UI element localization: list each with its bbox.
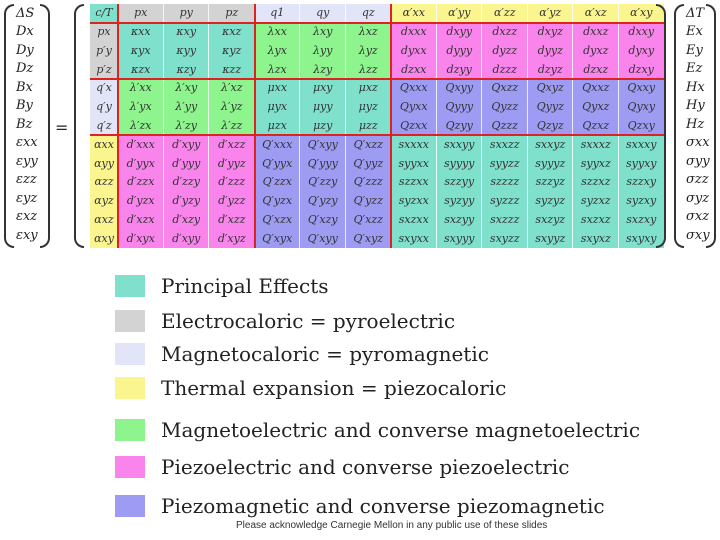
- matrix-cell: szzyz: [535, 175, 565, 189]
- matrix-cell: d′yyy: [172, 156, 201, 170]
- matrix-cell: Qxxx: [399, 81, 428, 95]
- matrix-cell: Q′xzy: [307, 212, 338, 226]
- lhs-left-paren: [4, 4, 14, 248]
- matrix-cell: αxy: [94, 231, 114, 245]
- matrix-cell: sxyxz: [580, 231, 611, 245]
- matrix-cell: αyy: [94, 156, 114, 170]
- matrix-cell: λzy: [313, 62, 333, 76]
- legend-swatch: [115, 495, 145, 517]
- matrix-cell: dzzz: [492, 62, 517, 76]
- matrix-cell: sxxyy: [444, 137, 475, 151]
- legend-swatch: [115, 456, 145, 478]
- matrix-cell: q′y: [96, 100, 112, 114]
- matrix-cell: μyz: [358, 100, 378, 114]
- lhs-entry: Bz: [16, 116, 33, 132]
- equals-sign: =: [55, 118, 69, 137]
- matrix-cell: qz: [361, 6, 375, 20]
- matrix-cell: sxzxy: [626, 212, 657, 226]
- matrix-cell: d′xzz: [218, 137, 246, 151]
- matrix-cell: d′xyy: [172, 137, 201, 151]
- block-divider-vertical: [390, 4, 392, 248]
- legend-label: Thermal expansion = piezocaloric: [161, 376, 507, 400]
- rhs-entry: σxz: [686, 209, 710, 225]
- matrix-cell: dxzz: [492, 25, 518, 39]
- matrix-cell: κzx: [131, 62, 151, 76]
- legend-item: [115, 309, 456, 333]
- matrix-cell: Qzxz: [582, 119, 610, 132]
- matrix-right-paren: [656, 4, 666, 248]
- matrix-cell: szzxy: [626, 175, 657, 189]
- matrix-cell: κxy: [176, 25, 197, 39]
- matrix-cell: d′xzy: [172, 212, 201, 226]
- matrix-cell: sxxzz: [489, 137, 520, 151]
- matrix-cell: d′yyz: [217, 156, 246, 170]
- matrix-cell: dzxx: [401, 62, 427, 76]
- matrix-cell: dyzz: [492, 43, 518, 57]
- matrix-cell: Q′xyz: [353, 231, 384, 245]
- matrix-cell: syyxz: [580, 156, 611, 170]
- matrix-cell: dxxz: [583, 25, 609, 39]
- matrix-cell: dxxx: [400, 25, 427, 39]
- lhs-entry: Dy: [16, 42, 34, 58]
- matrix-cell: Qzyy: [445, 119, 473, 132]
- lhs-entry: εxz: [16, 209, 38, 225]
- matrix-cell: Qxxz: [582, 81, 610, 95]
- matrix-cell: syzyz: [535, 194, 566, 208]
- lhs-entry: εxx: [16, 135, 38, 151]
- rhs-entry: Hx: [686, 79, 705, 95]
- matrix-cell: κyy: [176, 43, 197, 57]
- matrix-cell: Qzxy: [627, 119, 655, 132]
- rhs-entry: Ez: [686, 61, 703, 77]
- matrix-cell: syyxx: [398, 156, 429, 170]
- legend-label: Principal Effects: [161, 274, 329, 298]
- matrix-cell: dxyy: [446, 25, 473, 39]
- matrix-cell: κxz: [222, 25, 242, 39]
- matrix-cell: κyz: [222, 43, 242, 57]
- matrix-cell: Q′yyz: [353, 156, 384, 170]
- matrix-cell: μxy: [312, 81, 333, 95]
- matrix-cell: λyz: [358, 43, 378, 57]
- matrix-cell: λxz: [358, 25, 378, 39]
- matrix-cell: Qzxx: [400, 119, 428, 132]
- matrix-cell: Qxxy: [627, 81, 656, 95]
- lhs-entry: ΔS: [16, 6, 35, 21]
- matrix-cell: μzx: [267, 119, 287, 132]
- matrix-cell: d′zzy: [172, 175, 200, 189]
- matrix-cell: Qyyz: [536, 100, 564, 114]
- block-divider-horizontal: [90, 22, 664, 24]
- matrix-cell: d′yzx: [126, 194, 155, 208]
- rhs-entry: Hy: [686, 98, 705, 114]
- matrix-cell: λ′yz: [221, 100, 243, 114]
- legend-label: Piezoelectric and converse piezoelectric: [161, 455, 570, 479]
- matrix-cell: Q′yzx: [262, 194, 293, 208]
- rhs-entry: σzz: [686, 172, 709, 188]
- legend-swatch: [115, 419, 145, 441]
- legend-item: [115, 494, 605, 518]
- matrix-cell: α′zz: [493, 6, 516, 20]
- matrix-cell: λ′yx: [129, 100, 152, 114]
- block-divider-horizontal: [90, 134, 664, 136]
- matrix-cell: d′xyx: [126, 231, 155, 245]
- matrix-cell: syyxy: [626, 156, 657, 170]
- matrix-cell: sxzxz: [580, 212, 611, 226]
- matrix-cell: sxyzz: [489, 231, 520, 245]
- matrix-cell: q′z: [96, 119, 112, 132]
- matrix-cell: λ′xx: [129, 81, 152, 95]
- matrix-cell: Qyzz: [491, 100, 519, 114]
- matrix-cell: d′yyx: [126, 156, 155, 170]
- matrix-cell: dzyz: [537, 62, 563, 76]
- matrix-cell: dxyz: [537, 25, 563, 39]
- lhs-entry: εzz: [16, 172, 37, 188]
- lhs-entry: Dz: [16, 61, 34, 77]
- matrix-cell: d′xzx: [126, 212, 155, 226]
- matrix-cell: d′xyz: [217, 231, 246, 245]
- matrix-cell: αzz: [94, 175, 114, 189]
- matrix-cell: Qxyy: [445, 81, 474, 95]
- matrix-cell: dzyy: [446, 62, 472, 76]
- matrix-cell: szzxz: [581, 175, 611, 189]
- matrix-cell: α′xy: [630, 6, 653, 20]
- matrix-cell: Qyxy: [627, 100, 656, 114]
- legend-item: [115, 342, 489, 366]
- legend-label: Piezomagnetic and converse piezomagnetic: [161, 494, 605, 518]
- matrix-cell: Qxzz: [491, 81, 519, 95]
- matrix-cell: py: [179, 6, 193, 20]
- matrix-cell: Q′xzz: [353, 137, 383, 151]
- matrix-cell: λyx: [267, 43, 287, 57]
- block-divider-vertical: [117, 4, 119, 248]
- matrix-cell: μxx: [267, 81, 288, 95]
- legend-item: [115, 418, 641, 442]
- lhs-right-paren: [40, 4, 50, 248]
- matrix-cell: λ′zy: [175, 119, 197, 132]
- matrix-cell: syyyy: [443, 156, 475, 170]
- legend-swatch: [115, 275, 145, 297]
- matrix-cell: Q′zzy: [308, 175, 338, 189]
- matrix-cell: μzz: [358, 119, 378, 132]
- matrix-cell: sxzzz: [490, 212, 520, 226]
- matrix-cell: dyyz: [537, 43, 563, 57]
- legend-swatch: [115, 377, 145, 399]
- rhs-entry: Ex: [686, 24, 703, 40]
- matrix-cell: μzy: [313, 119, 333, 132]
- lhs-entry: εyy: [16, 153, 38, 169]
- matrix-cell: szzyy: [444, 175, 475, 189]
- matrix-cell: d′xyy: [172, 231, 201, 245]
- matrix-cell: Q′xzz: [353, 212, 383, 226]
- legend-label: Magnetoelectric and converse magnetoelectric: [161, 418, 641, 442]
- matrix-cell: α′yy: [448, 6, 471, 20]
- lhs-entry: εyz: [16, 190, 38, 206]
- matrix-cell: λ′yy: [175, 100, 198, 114]
- rhs-entry: σxx: [686, 135, 710, 151]
- legend-item: [115, 274, 329, 298]
- matrix-cell: α′xz: [584, 6, 607, 20]
- matrix-cell: λyy: [313, 43, 333, 57]
- matrix-cell: syzzz: [490, 194, 520, 208]
- matrix-cell: λzz: [358, 62, 378, 76]
- matrix-cell: λxy: [313, 25, 333, 39]
- matrix-cell: dyxz: [583, 43, 609, 57]
- matrix-cell: sxzyy: [444, 212, 475, 226]
- matrix-cell: p′y: [96, 43, 112, 57]
- legend-swatch: [115, 343, 145, 365]
- matrix-cell: μxz: [358, 81, 378, 95]
- matrix-cell: d′xxx: [126, 137, 155, 151]
- matrix-cell: λxx: [267, 25, 287, 39]
- matrix-cell: λ′xz: [221, 81, 243, 95]
- matrix-cell: px: [134, 6, 148, 20]
- rhs-entry: σyz: [686, 190, 710, 206]
- block-divider-horizontal: [90, 78, 664, 80]
- matrix-cell: syzxx: [398, 194, 429, 208]
- matrix-cell: sxzxx: [398, 212, 429, 226]
- matrix-cell: Q′yyy: [307, 156, 338, 170]
- block-divider-vertical: [254, 4, 256, 248]
- matrix-cell: sxyyz: [535, 231, 566, 245]
- matrix-cell: Q′xxx: [262, 137, 293, 151]
- matrix-cell: syyzz: [489, 156, 520, 170]
- matrix-cell: Q′xyy: [307, 231, 338, 245]
- rhs-entry: Ey: [686, 42, 703, 58]
- matrix-cell: κzy: [176, 62, 196, 76]
- matrix-cell: Q′yzy: [307, 194, 338, 208]
- legend-label: Magnetocaloric = pyromagnetic: [161, 342, 489, 366]
- rhs-entry: ΔT: [686, 6, 705, 21]
- matrix-cell: qy: [316, 6, 330, 20]
- matrix-cell: sxyyy: [444, 231, 475, 245]
- coefficient-matrix: [90, 4, 657, 248]
- matrix-cell: λ′zx: [130, 119, 152, 132]
- matrix-cell: α′yz: [539, 6, 562, 20]
- matrix-cell: dyxy: [628, 43, 655, 57]
- matrix-cell: λzx: [267, 62, 287, 76]
- matrix-cell: Qzzz: [491, 119, 518, 132]
- rhs-left-paren: [674, 4, 684, 248]
- matrix-cell: dyxx: [400, 43, 427, 57]
- matrix-cell: Qxyz: [536, 81, 564, 95]
- matrix-cell: λ′zz: [221, 119, 243, 132]
- acknowledgement: Please acknowledge Carnegie Mellon in any public use of these slides: [236, 520, 548, 531]
- lhs-entry: Bx: [16, 79, 33, 95]
- matrix-cell: Q′xyx: [262, 231, 293, 245]
- matrix-cell: Q′xzx: [262, 212, 293, 226]
- matrix-cell: d′yzz: [218, 194, 246, 208]
- matrix-cell: αxz: [94, 212, 114, 226]
- legend-swatch: [115, 310, 145, 332]
- matrix-cell: κyx: [130, 43, 151, 57]
- legend-item: [115, 455, 570, 479]
- matrix-cell: κzz: [222, 62, 242, 76]
- rhs-entry: σxy: [686, 227, 710, 243]
- rhs-entry: σyy: [686, 153, 710, 169]
- lhs-entry: Dx: [16, 24, 34, 40]
- matrix-cell: dyyy: [446, 43, 473, 57]
- matrix-cell: syyyz: [535, 156, 566, 170]
- matrix-cell: d′zzx: [127, 175, 155, 189]
- matrix-cell: sxyxy: [626, 231, 657, 245]
- matrix-cell: sxxxx: [398, 137, 429, 151]
- matrix-cell: Q′zzx: [262, 175, 292, 189]
- matrix-cell: Qyxx: [399, 100, 428, 114]
- matrix-cell: sxxyz: [535, 137, 566, 151]
- matrix-cell: Qyxz: [582, 100, 610, 114]
- matrix-cell: κxx: [130, 25, 151, 39]
- matrix-cell: d′yzy: [172, 194, 201, 208]
- matrix-cell: αxx: [94, 137, 114, 151]
- matrix-cell: Qzyz: [536, 119, 564, 132]
- matrix-cell: μyy: [312, 100, 333, 114]
- matrix-cell: syzxy: [626, 194, 657, 208]
- matrix-cell: λ′xy: [175, 81, 198, 95]
- matrix-cell: dzxy: [628, 62, 654, 76]
- matrix-cell: dzxz: [583, 62, 609, 76]
- matrix-cell: sxxxz: [580, 137, 611, 151]
- matrix-cell: Q′yyx: [262, 156, 293, 170]
- matrix-cell: αyz: [94, 194, 114, 208]
- lhs-entry: εxy: [16, 227, 38, 243]
- matrix-cell: c/T: [95, 6, 113, 20]
- matrix-cell: μyx: [267, 100, 288, 114]
- matrix-cell: sxxxy: [626, 137, 657, 151]
- lhs-vector: [16, 5, 38, 245]
- matrix-cell: dxxy: [628, 25, 655, 39]
- matrix-cell: p′z: [96, 62, 112, 76]
- matrix-cell: szzzz: [490, 175, 520, 189]
- matrix-cell: d′zzz: [218, 175, 246, 189]
- matrix-cell: sxyxx: [398, 231, 429, 245]
- matrix-cell: syzxz: [580, 194, 611, 208]
- rhs-entry: Hz: [686, 116, 705, 132]
- matrix-left-paren: [74, 4, 84, 248]
- matrix-cell: d′xzz: [218, 212, 246, 226]
- matrix-cell: α′xx: [402, 6, 425, 20]
- legend-item: [115, 376, 507, 400]
- lhs-entry: By: [16, 98, 33, 114]
- matrix-cell: Q′xyy: [307, 137, 338, 151]
- matrix-cell: sxzyz: [535, 212, 566, 226]
- matrix-cell: q1: [270, 6, 285, 20]
- matrix-cell: Qyyy: [445, 100, 474, 114]
- matrix-cell: px: [97, 25, 111, 39]
- matrix-cell: Q′yzz: [353, 194, 383, 208]
- matrix-cell: Q′zzz: [353, 175, 383, 189]
- matrix-cell: szzxx: [398, 175, 429, 189]
- matrix-cell: pz: [225, 6, 239, 20]
- matrix-cell: syzyy: [444, 194, 475, 208]
- rhs-right-paren: [706, 4, 716, 248]
- legend-label: Electrocaloric = pyroelectric: [161, 309, 456, 333]
- matrix-cell: q′x: [96, 81, 112, 95]
